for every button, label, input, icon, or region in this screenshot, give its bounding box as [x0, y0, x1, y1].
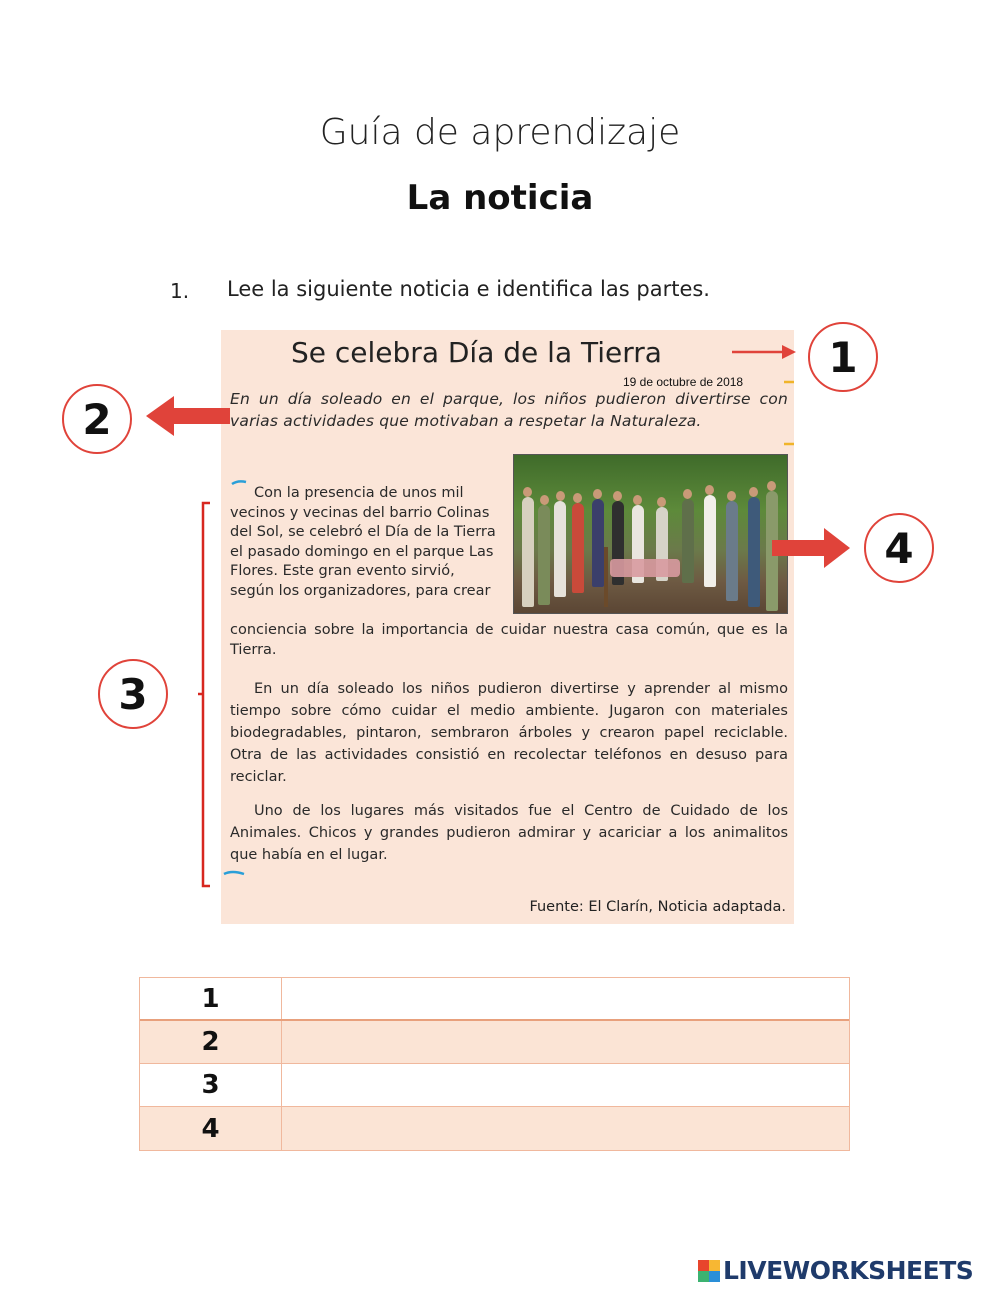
blue-tick-top: [232, 481, 246, 484]
answer-input-3[interactable]: [282, 1064, 849, 1106]
marker-3: 3: [98, 659, 168, 729]
row-number: 4: [140, 1107, 282, 1150]
answer-cell: [282, 1064, 849, 1106]
marker-4: 4: [864, 513, 934, 583]
row-number: 1: [140, 978, 282, 1019]
instruction-text: Lee la siguiente noticia e identifica las partes.: [227, 277, 710, 301]
answer-input-4[interactable]: [282, 1107, 849, 1150]
liveworksheets-logo-icon: [698, 1260, 720, 1282]
table-row: [140, 1021, 849, 1064]
answer-input-2[interactable]: [282, 1021, 849, 1063]
marker-2: 2: [62, 384, 132, 454]
arrow-right-icon: [732, 345, 796, 359]
news-lead: En un día soleado en el parque, los niños pudieron divertirse con varias actividades que motivaban a respetar la Naturaleza.: [230, 390, 788, 430]
table-row: [140, 978, 849, 1021]
table-row: [140, 1064, 849, 1107]
answer-cell: [282, 1021, 849, 1063]
brand-name: LIVEWORKSHEETS: [723, 1256, 974, 1285]
row-number: 2: [140, 1021, 282, 1063]
instruction-number: 1.: [170, 279, 190, 303]
page-subtitle: La noticia: [406, 178, 594, 218]
news-date: 19 de octubre de 2018: [623, 375, 744, 389]
answer-cell: [282, 978, 849, 1019]
liveworksheets-logo[interactable]: [698, 1256, 973, 1285]
news-body-paragraph-1-end: conciencia sobre la importancia de cuidar nuestra casa común, que es la Tierra.: [230, 622, 788, 658]
table-row: [140, 1107, 849, 1150]
answer-cell: [282, 1107, 849, 1150]
bracket-icon: [198, 503, 210, 886]
page-title: Guía de aprendizaje: [319, 112, 681, 153]
blue-tick-bottom: [224, 872, 244, 874]
arrow-left-icon: [146, 396, 230, 436]
news-source: Fuente: El Clarín, Noticia adaptada.: [529, 899, 786, 915]
news-headline: Se celebra Día de la Tierra: [291, 336, 662, 369]
answer-table: [139, 977, 850, 1151]
marker-1: 1: [808, 322, 878, 392]
news-body-paragraph-3-text: Uno de los lugares más visitados fue el Centro de Cuidado de los Animales. Chicos y grandes pudieron admirar y acariciar a los animalitos que había en el lugar.: [230, 803, 788, 863]
news-body-paragraph-2-text: En un día soleado los niños pudieron divertirse y aprender al mismo tiempo sobre cómo cuidar el medio ambiente. Jugaron con materiales biodegradables, pintaron, sembraron árboles y crearon papel reciclable. Otra de las actividades consistió en recolectar teléfonos en desuso para reciclar.: [230, 681, 788, 785]
row-number: 3: [140, 1064, 282, 1106]
news-body-paragraph-1-start: Con la presencia de unos mil vecinos y vecinas del barrio Colinas del Sol, se celebró el Día de la Tierra el pasado domingo en el parque Las Flores. Este gran evento sirvió, según los organizadores, para crear: [230, 485, 496, 599]
answer-input-1[interactable]: [282, 978, 849, 1019]
arrow-right-icon: [772, 528, 850, 568]
